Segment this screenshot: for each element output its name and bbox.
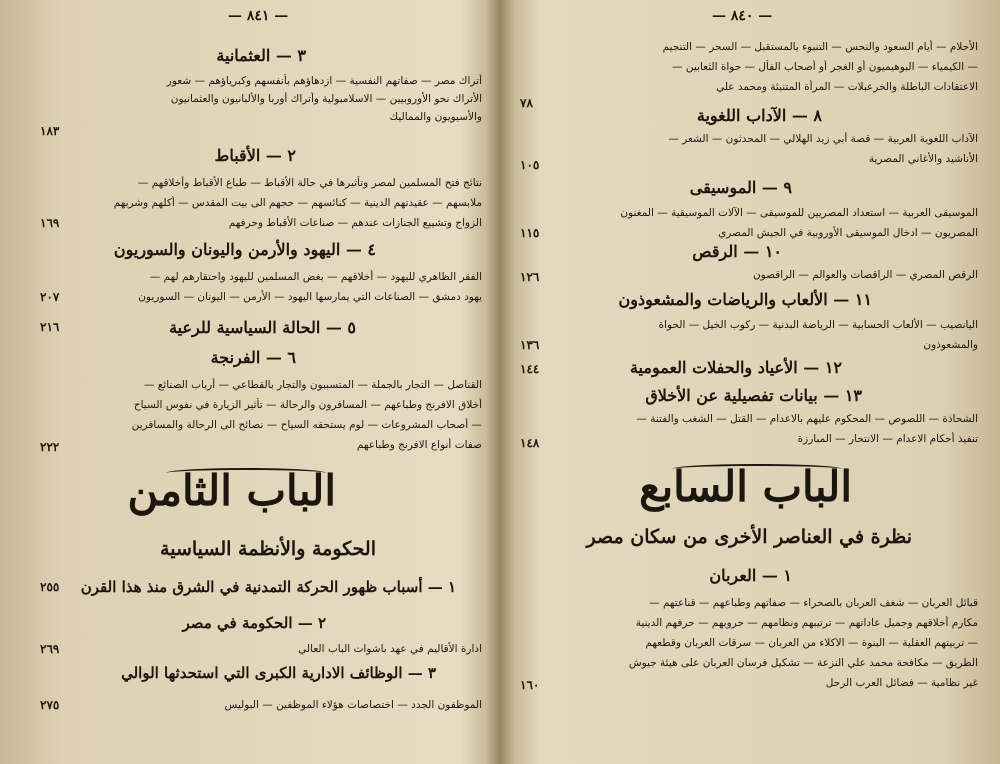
section-heading: ٢ — الأقباط [214,146,296,165]
entry-line: الموسيقى العربية — استعداد المصريين للموسيقى — الآلات الموسيقية — المغنون [620,207,978,219]
right-page [516,0,982,764]
entry-line: نتائج فتح المسلمين لمصر وتأثيرها في حالة الأقباط — طباع الأقباط وأخلاقهم — [137,177,482,189]
section-heading: ١١ — الألعاب والرياضات والمشعوذون [618,290,872,309]
entry-line: — الكيمياء — البوهيميون أو الغجر أو أصحاب الفأل — حواة الثعابين — [672,61,978,73]
entry-page-number: ١١٥ [520,226,540,240]
entry-page-number: ١٤٨ [520,436,540,450]
chapter-entry-heading: ٢ — الحكومة في مصر [182,614,326,632]
entry-line: الطريق — مكافحة محمد علي النزعة — تشكيل فرسان العربان على هيئة جيوش [628,657,978,669]
entry-line: غير نظامية — فضائل العرب الرحل [825,677,978,689]
entry-line: أتراك مصر — صفاتهم النفسية — ازدهاؤهم بأنفسهم وكبرياؤهم — شعور [166,75,482,87]
book-gutter [486,0,514,764]
entry-page-number: ١٤٤ [520,362,540,376]
chapter-flourish [672,464,842,474]
entry-page-number: ٢٥٥ [40,580,60,594]
chapter-subtitle: الحكومة والأنظمة السياسية [160,538,376,560]
page-number: — ٨٤١ — [228,8,289,24]
entry-page-number: ١٠٥ [520,158,540,172]
entry-line: الأناشيد والأغاني المصرية [868,153,978,165]
section-heading: ٤ — اليهود والأرمن واليونان والسوريون [113,240,376,259]
entry-line: والمشعوذون [923,339,978,351]
entry-line: اليانصيب — الألعاب الحسابية — الرياضة البدنية — ركوب الخيل — الحواة [658,319,978,331]
entry-line: — تربيتهم العقلية — البنوة — الاكلاء من العربان — سرقات العربان وقطعهم [645,637,978,649]
entry-page-number: ٧٨ [520,96,533,110]
entry-line: تنفيذ أحكام الاعدام — الانتحار — المبارزة [797,433,978,445]
section-heading: ١٣ — بيانات تفصيلية عن الأخلاق [645,386,862,405]
entry-line: يهود دمشق — الصناعات التي يمارسها اليهود — الأرمن — اليونان — السوريون [138,291,482,303]
section-heading: ٩ — الموسيقى [689,178,792,197]
chapter-title: الباب السابع [639,462,852,511]
entry-page-number: ٢٧٥ [40,698,60,712]
entry-line: ادارة الأقاليم في عهد باشوات الباب العالي [298,643,482,655]
entry-line: الشحاذة — اللصوص — المحكوم عليهم بالاعدام — القتل — الشغب والفتنة — [636,413,978,425]
entry-line: — أصحاب المشروعات — لوم يستحقه السياح — نصائح الى الرحالة والمسافرين [131,419,482,431]
entry-line: المصريون — ادخال الموسيقى الأوروبية في الجيش المصري [718,227,978,239]
section-heading: ٣ — العثمانية [216,46,306,65]
chapter-title: الباب الثامن [127,466,336,515]
entry-line: قبائل العربان — شغف العربان بالصحراء — صفاتهم وطباعهم — قناعتهم — [649,597,978,609]
left-page [18,0,486,764]
section-heading: ١٠ — الرقص [692,242,782,261]
entry-page-number: ٢٠٧ [40,290,60,304]
entry-page-number: ٢١٦ [40,320,60,334]
chapter-subtitle: نظرة في العناصر الأخرى من سكان مصر [586,526,912,548]
section-heading: ١٢ — الأعياد والحفلات العمومية [629,358,842,377]
entry-page-number: ٢٦٩ [40,642,60,656]
entry-line: الآداب اللغوية العربية — قصة أبي زيد الهلالي — المحدثون — الشعر — [668,133,978,145]
entry-line: الرقص المصري — الراقصات والعوالم — الراقصون [752,269,978,281]
section-heading: ٥ — الحالة السياسية للرعية [169,318,356,337]
entry-page-number: ١٢٦ [520,270,540,284]
entry-page-number: ١٦٠ [520,678,540,692]
entry-line: صفات أنواع الافرنج وطباعهم [356,439,482,451]
entry-line: الزواج وتشييع الجنازات عندهم — صناعات الأقباط وحرفهم [228,217,482,229]
entry-page-number: ١٨٣ [40,124,60,138]
entry-page-number: ١٣٦ [520,338,540,352]
chapter-flourish [166,468,326,478]
entry-line: مكارم أخلاقهم وجميل عاداتهم — ترتيبهم ونظامهم — حروبهم — حرفهم الدينية [635,617,978,629]
entry-line: أخلاق الافرنج وطباعهم — المسافرون والرحالة — تأثير الزيارة في نفوس السياح [133,399,482,411]
entry-line: والأسيويون والمماليك [389,111,482,123]
section-heading: ٨ — الآداب اللغوية [696,106,822,125]
entry-line: ملابسهم — عقيدتهم الدينية — كنائسهم — حجهم الى بيت المقدس — أكلهم وشربهم [113,197,482,209]
entry-line: القناصل — التجار بالجملة — المتسببون والتجار بالقطاعي — أرباب الصنائع — [143,379,482,391]
section-heading: ١ — العربان [709,566,792,585]
entry-line: الأحلام — أيام السعود والنحس — التنبوء بالمستقبل — السحر — التنجيم [662,41,978,53]
page-number: — ٨٤٠ — [712,8,773,24]
entry-line: الأتراك نحو الأوروبيين — الاسلامبولية وأتراك أوربا والألبانيون والعثمانيون [170,93,482,105]
chapter-entry-heading: ١ — أسباب ظهور الحركة التمدنية في الشرق منذ هذا القرن [80,578,456,596]
entry-page-number: ٢٢٢ [40,440,60,454]
entry-line: الفقر الظاهري لليهود — أخلاقهم — بغض المسلمين لليهود واحتقارهم لهم — [149,271,482,283]
entry-line: الاعتقادات الباطلة والخرعبلات — المرأة المتنبئة ومحمد علي [716,81,978,93]
entry-page-number: ١٦٩ [40,216,60,230]
entry-line: الموظفون الجدد — اختصاصات هؤلاء الموظفين — البوليس [224,699,482,711]
chapter-entry-heading: ٣ — الوظائف الادارية الكبرى التي استحدثها الوالي [121,664,436,682]
section-heading: ٦ — الفرنجة [210,348,296,367]
